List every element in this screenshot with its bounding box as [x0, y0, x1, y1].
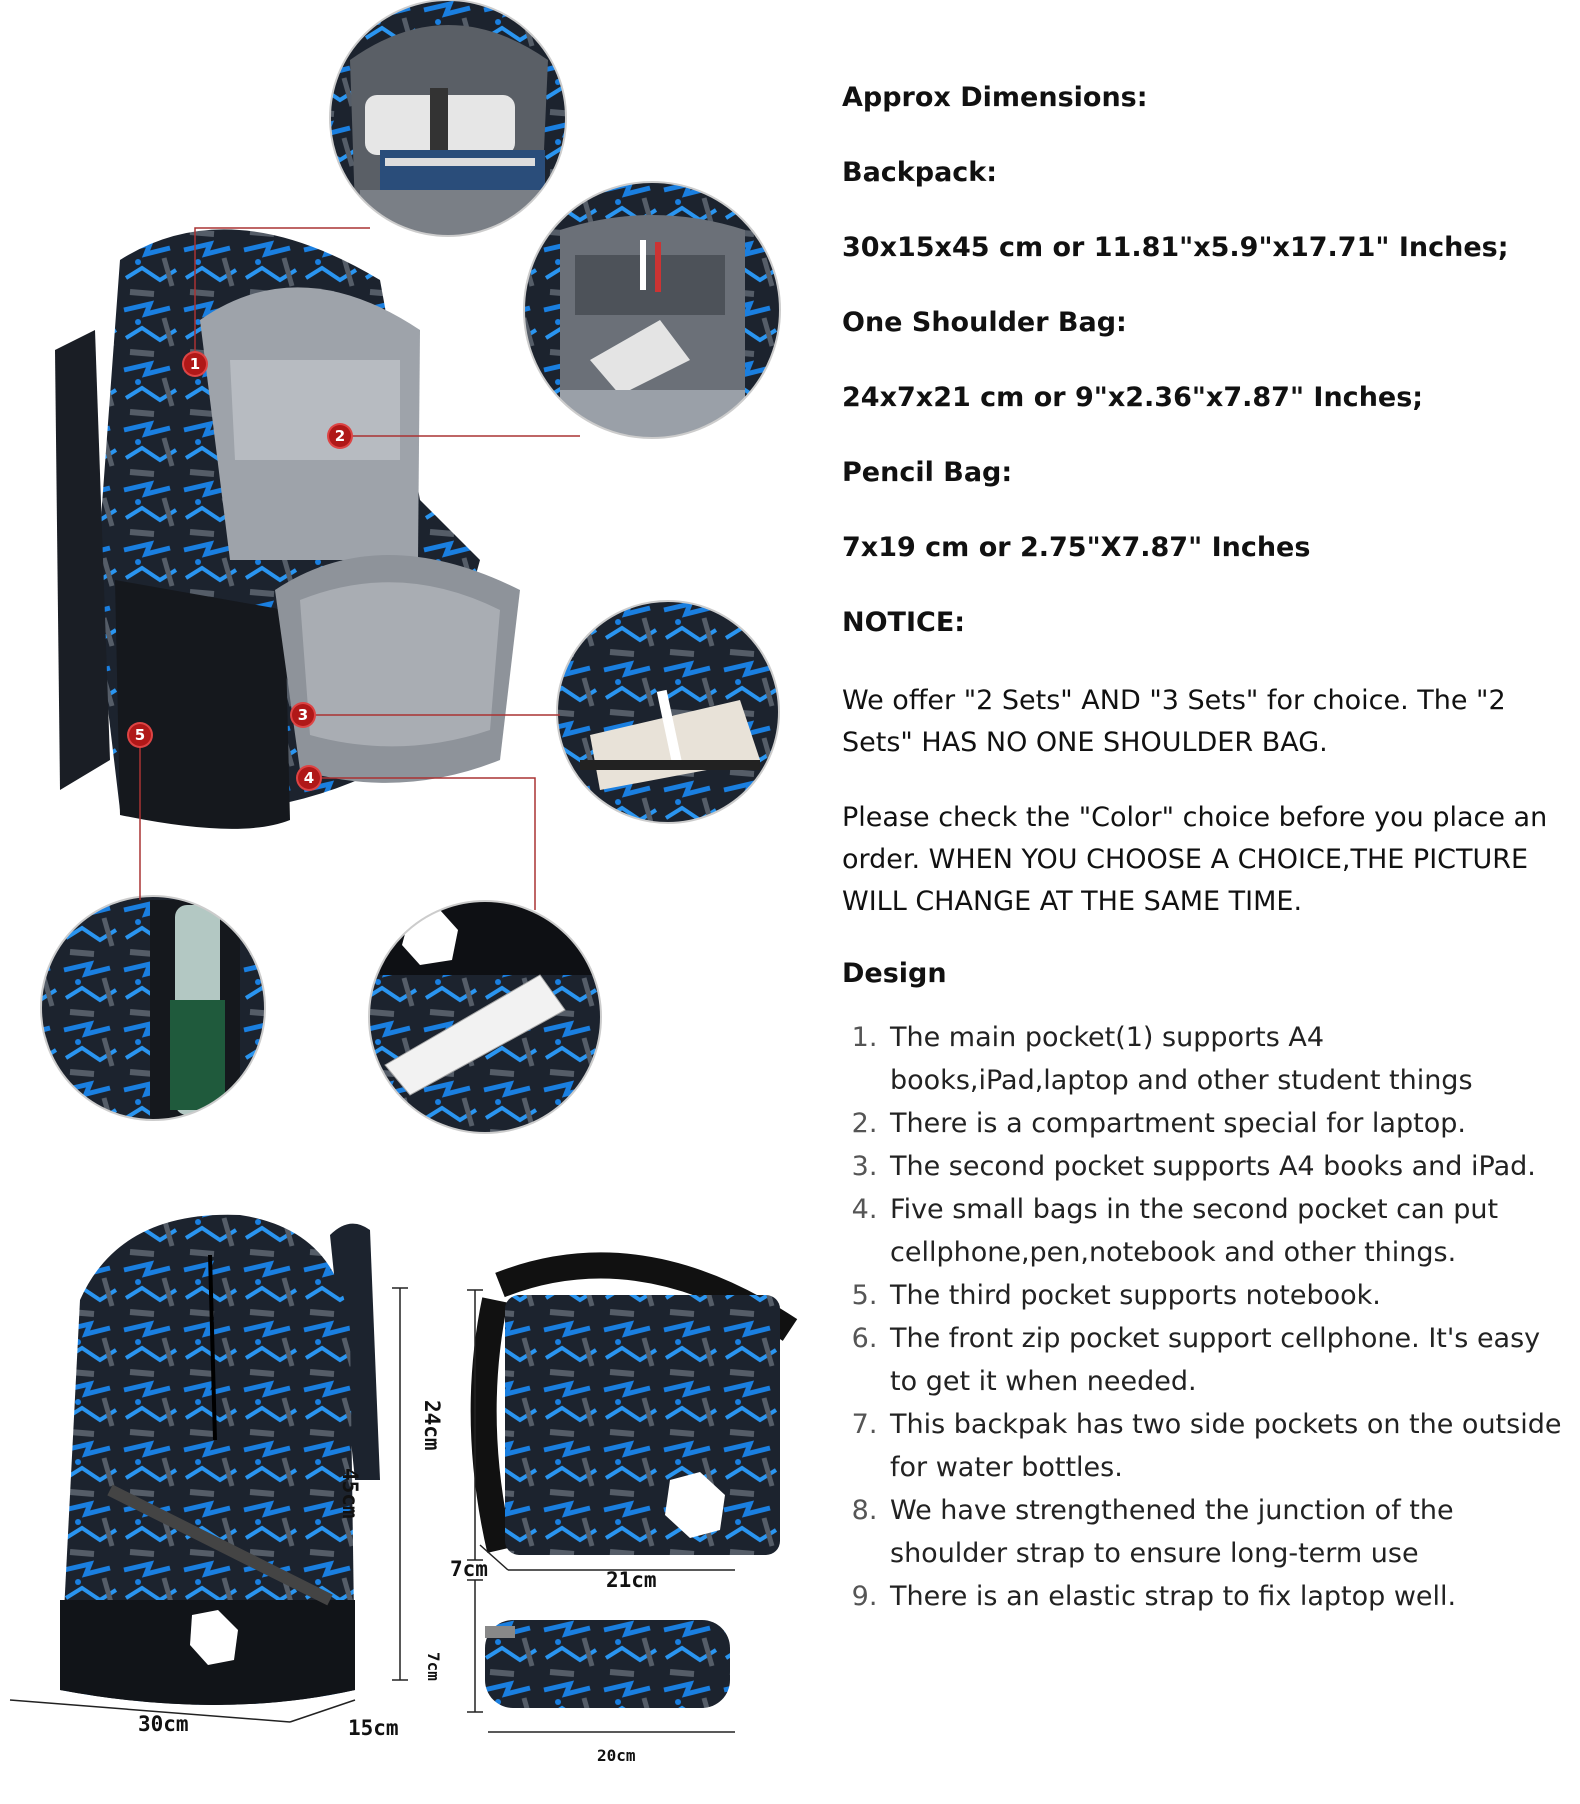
list-item: 1. The main pocket(1) supports A4 books,iPad,laptop and other student things: [886, 1016, 1562, 1102]
dim-backpack-depth: 15cm: [348, 1716, 399, 1740]
dim-backpack-height: 45cm: [338, 1468, 362, 1519]
shoulder-bag-label: One Shoulder Bag:: [842, 307, 1127, 338]
design-feature-list: [842, 1016, 1562, 1618]
detail-main-pocket: [320, 0, 580, 240]
list-item: 5. The third pocket supports notebook.: [886, 1274, 1562, 1317]
dim-shoulder-height: 24cm: [420, 1400, 444, 1451]
pencil-bag-label: Pencil Bag:: [842, 457, 1013, 488]
list-item: 9. There is an elastic strap to fix laptop well.: [886, 1575, 1562, 1618]
callout-4: 4: [298, 767, 320, 789]
product-description: [842, 80, 1562, 1618]
approx-dimensions-heading: Approx Dimensions:: [842, 82, 1148, 113]
detail-side-pocket: [40, 895, 270, 1130]
dim-pencil-height: 7cm: [424, 1652, 443, 1681]
pencil-bag-size: 7x19 cm or 2.75"X7.87" Inches: [842, 532, 1311, 563]
callout-1: 1: [184, 353, 206, 375]
dim-shoulder-width: 21cm: [606, 1568, 657, 1592]
backpack-open-view: [55, 229, 520, 829]
list-item: 2. There is a compartment special for laptop.: [886, 1102, 1562, 1145]
list-item: 6. The front zip pocket support cellphone. It's easy to get it when needed.: [886, 1317, 1562, 1403]
detail-laptop-compartment: [520, 180, 785, 440]
backpack-size: 30x15x45 cm or 11.81"x5.9"x17.71" Inches;: [842, 232, 1509, 263]
design-heading: Design: [842, 958, 947, 989]
pencil-bag-view: [485, 1620, 730, 1708]
callout-2: 2: [329, 425, 351, 447]
notice-heading: NOTICE:: [842, 607, 966, 638]
list-item: 3. The second pocket supports A4 books and iPad.: [886, 1145, 1562, 1188]
notice-color-text: Please check the "Color" choice before you place an order. WHEN YOU CHOOSE A CHOICE,THE PICTURE WILL CHANGE AT THE SAME TIME.: [842, 802, 1548, 917]
callout-3: 3: [292, 704, 314, 726]
list-item: 4. Five small bags in the second pocket can put cellphone,pen,notebook and other things.: [886, 1188, 1562, 1274]
dim-pencil-width: 20cm: [597, 1746, 636, 1765]
callout-5: 5: [129, 724, 151, 746]
list-item: 8. We have strengthened the junction of the shoulder strap to ensure long-term use: [886, 1489, 1562, 1575]
dim-backpack-width: 30cm: [138, 1712, 189, 1736]
dim-shoulder-depth: 7cm: [450, 1557, 488, 1581]
shoulder-bag-view: [484, 1265, 790, 1555]
shoulder-bag-size: 24x7x21 cm or 9"x2.36"x7.87" Inches;: [842, 382, 1424, 413]
list-item: 7. This backpak has two side pockets on the outside for water bottles.: [886, 1403, 1562, 1489]
backpack-front-view: [60, 1215, 380, 1705]
notice-sets-text: We offer "2 Sets" AND "3 Sets" for choice. The "2 Sets" HAS NO ONE SHOULDER BAG.: [842, 685, 1506, 758]
backpack-label: Backpack:: [842, 157, 998, 188]
